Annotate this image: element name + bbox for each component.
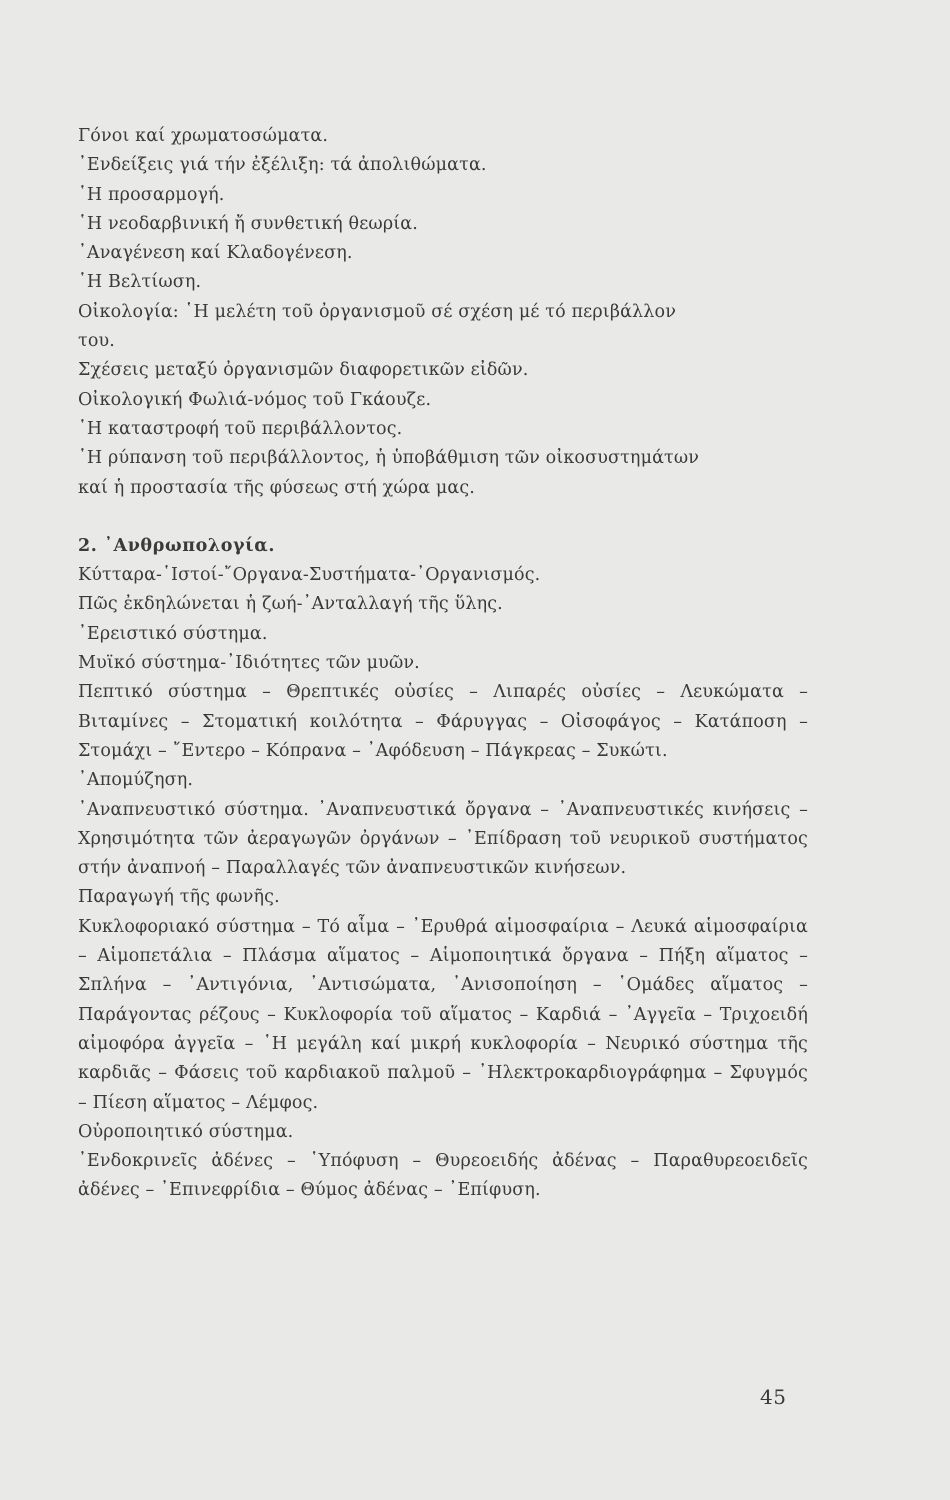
text-line: Πῶς ἐκδηλώνεται ἡ ζωή-᾿Ανταλλαγή τῆς ὕλης. <box>78 594 503 615</box>
text-line: του. <box>78 331 116 352</box>
text-line: Γόνοι καί χρωματοσώματα. <box>78 126 329 146</box>
text-line: ῾Η νεοδαρβινική ἤ συνθετική θεωρία. <box>78 213 418 234</box>
text-line: ῾Η ρύπανση τοῦ περιβάλλοντος, ἡ ὑποβάθμιση τῶν οἰκοσυστημάτων <box>78 448 700 469</box>
page-body <box>78 122 808 1206</box>
text-line: ῾Η καταστροφή τοῦ περιβάλλοντος. <box>78 418 403 439</box>
text-line: Κύτταρα-῾Ιστοί-῎Οργανα-Συστήματα-᾿Οργανισμός. <box>78 565 541 586</box>
text-line: Σχέσεις μεταξύ ὀργανισμῶν διαφορετικῶν εἰδῶν. <box>78 360 529 381</box>
section-heading: 2. ᾿Ανθρωπολογία. <box>78 535 276 556</box>
paragraph-circulatory-system: Κυκλοφοριακό σύστημα – Τό αἷμα – ᾿Ερυθρά αἱμοσφαίρια – Λευκά αἱμοσφαίρια – Αἱμοπετάλια – Πλάσμα αἵματος – Αἱμοποιητικά ὄργανα – Πήξη αἵματος – Σπλήνα – ᾿Αντιγόνια, ᾿Αντισώματα, ᾿Ανισοποίηση – ῾Ομάδες αἵματος – Παράγοντας ρέζους – Κυκλοφορία τοῦ αἵματος – Καρδιά – ᾿Αγγεῖα – Τριχοειδή αἱμοφόρα ἀγγεῖα – ῾Η μεγάλη καί μικρή κυκλοφορία – Νευρικό σύστημα τῆς καρδιᾶς – Φάσεις τοῦ καρδιακοῦ παλμοῦ – ᾿Ηλεκτροκαρδιογράφημα – Σφυγμός – Πίεση αἵματος – Λέμφος. <box>78 916 808 1113</box>
text-line: Οἰκολογία: ῾Η μελέτη τοῦ ὀργανισμοῦ σέ σχέση μέ τό περιβάλλον <box>78 301 677 322</box>
text-line: Παραγωγή τῆς φωνῆς. <box>78 887 280 908</box>
text-line: ῾Η Βελτίωση. <box>78 272 202 293</box>
text-line: ᾿Ερειστικό σύστημα. <box>78 623 268 644</box>
text-line: ᾿Αναγένεση καί Κλαδογένεση. <box>78 243 353 264</box>
text-line: καί ἡ προστασία τῆς φύσεως στή χώρα μας. <box>78 477 476 498</box>
text-line: Οἰκολογική Φωλιά-νόμος τοῦ Γκάουζε. <box>78 389 432 410</box>
paragraph-endocrine-system: ᾿Ενδοκρινεῖς ἀδένες – ῾Υπόφυση – Θυρεοειδής ἀδένας – Παραθυρεοειδεῖς ἀδένες – ᾿Επινεφρίδια – Θύμος ἀδένας – ᾿Επίφυση. <box>78 1151 808 1201</box>
text-line: ῾Η προσαρμογή. <box>78 184 225 205</box>
paragraph-digestive-system: Πεπτικό σύστημα – Θρεπτικές οὐσίες – Λιπαρές οὐσίες – Λευκώματα – Βιταμίνες – Στοματική κοιλότητα – Φάρυγγας – Οἰσοφάγος – Κατάποση – Στομάχι – ῎Εντερο – Κόπρανα – ᾿Αφόδευση – Πάγκρεας – Συκώτι. <box>78 682 808 761</box>
text-line: Μυϊκό σύστημα-᾿Ιδιότητες τῶν μυῶν. <box>78 653 420 674</box>
text-line: ᾿Απομύζηση. <box>78 770 194 791</box>
text-line: ᾿Ενδείξεις γιά τήν ἐξέλιξη: τά ἀπολιθώματα. <box>78 155 487 176</box>
paragraph-respiratory-system: ᾿Αναπνευστικό σύστημα. ᾿Αναπνευστικά ὄργανα – ᾿Αναπνευστικές κινήσεις – Χρησιμότητα τῶν ἀεραγωγῶν ὀργάνων – ᾿Επίδραση τοῦ νευρικοῦ συστήματος στήν ἀναπνοή – Παραλλαγές τῶν ἀναπνευστικῶν κινήσεων. <box>78 799 808 879</box>
page-number: 45 <box>760 1385 787 1409</box>
text-line: Οὐροποιητικό σύστημα. <box>78 1121 294 1142</box>
